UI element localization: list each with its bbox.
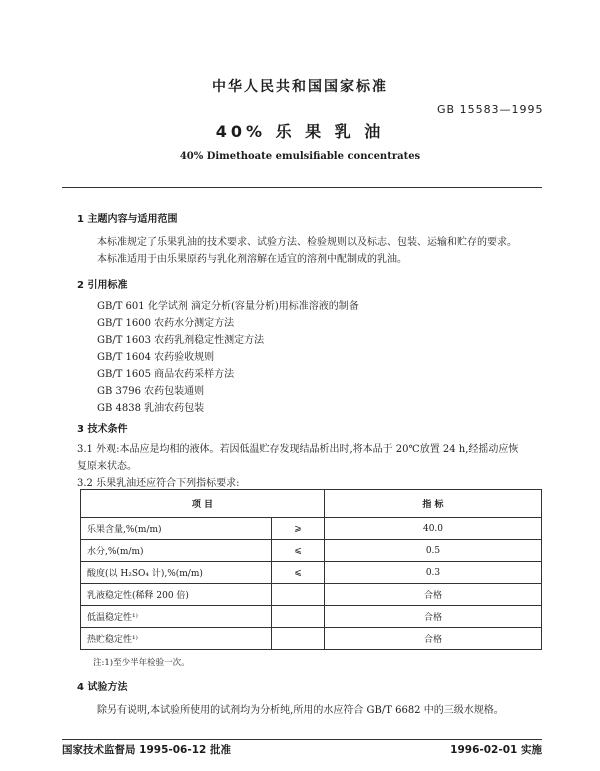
spec-table — [80, 489, 542, 650]
row-item: 乐果含量,%(m/m) — [81, 518, 272, 540]
reference-item: GB 4838 乳油农药包装 — [97, 403, 205, 414]
section-4-para: 除另有说明,本试验所使用的试剂均为分析纯,所用的水应符合 GB/T 6682 中的三级水规格。 — [97, 705, 504, 716]
document-title-en: 40% Dimethoate emulsifiable concentrates — [179, 151, 421, 162]
table-row — [81, 518, 542, 540]
row-value: 0.3 — [325, 562, 542, 584]
section-4-heading: 4 试验方法 — [77, 682, 128, 693]
standard-code: GB 15583—1995 — [437, 103, 544, 116]
row-value: 0.5 — [325, 540, 542, 562]
row-item: 热贮稳定性¹⁾ — [81, 628, 272, 650]
reference-item: GB/T 601 化学试剂 滴定分析(容量分析)用标准溶液的制备 — [97, 301, 359, 312]
reference-item: GB/T 1600 农药水分测定方法 — [97, 318, 235, 329]
reference-item: GB/T 1603 农药乳剂稳定性测定方法 — [97, 335, 265, 346]
row-value: 合格 — [325, 584, 542, 606]
row-sign: ⩽ — [272, 540, 325, 562]
reference-item: GB 3796 农药包装通则 — [97, 386, 205, 397]
row-item: 酸度(以 H₂SO₄ 计),%(m/m) — [81, 562, 272, 584]
row-item: 乳液稳定性(稀释 200 倍) — [81, 584, 272, 606]
table-row — [81, 628, 542, 650]
table-row — [81, 562, 542, 584]
reference-item: GB/T 1604 农药验收规则 — [97, 352, 215, 363]
approval-date: 国家技术监督局 1995-06-12 批准 — [62, 744, 231, 756]
row-value: 40.0 — [325, 518, 542, 540]
row-item: 低温稳定性¹⁾ — [81, 606, 272, 628]
row-sign: ⩽ — [272, 562, 325, 584]
row-item: 水分,%(m/m) — [81, 540, 272, 562]
section-1-heading: 1 主题内容与适用范围 — [77, 214, 178, 225]
section-1-para-1: 本标准规定了乐果乳油的技术要求、试验方法、检验规则以及标志、包装、运输和贮存的要求。 — [97, 237, 517, 248]
table-row — [81, 540, 542, 562]
row-sign — [272, 628, 325, 650]
table-header-row — [81, 490, 542, 518]
reference-item: GB/T 1605 商品农药采样方法 — [97, 369, 235, 380]
header-index: 指 标 — [325, 490, 542, 518]
header-item: 项 目 — [81, 490, 325, 518]
row-sign — [272, 606, 325, 628]
row-value: 合格 — [325, 606, 542, 628]
header-divider — [62, 187, 542, 188]
row-sign — [272, 584, 325, 606]
table-row — [81, 606, 542, 628]
table-row — [81, 584, 542, 606]
row-sign: ⩾ — [272, 518, 325, 540]
clause-3-1-line-1: 3.1 外观:本品应是均相的液体。若因低温贮存发现结晶析出时,将本品于 20℃放置 24 h,经摇动应恢 — [77, 444, 519, 455]
footer-divider — [62, 739, 542, 740]
standard-name: 中华人民共和国国家标准 — [212, 79, 388, 95]
section-3-heading: 3 技术条件 — [77, 424, 128, 435]
section-2-heading: 2 引用标准 — [77, 280, 128, 291]
clause-3-1-line-2: 复原来状态。 — [77, 461, 137, 472]
section-1-para-2: 本标准适用于由乐果原药与乳化剂溶解在适宜的溶剂中配制成的乳油。 — [97, 254, 407, 265]
table-note: 注:1)至少半年检验一次。 — [93, 658, 190, 668]
clause-3-2: 3.2 乐果乳油还应符合下列指标要求: — [77, 478, 240, 489]
document-title-cn: 40% 乐 果 乳 油 — [215, 122, 385, 141]
row-value: 合格 — [325, 628, 542, 650]
effective-date: 1996-02-01 实施 — [450, 744, 542, 756]
